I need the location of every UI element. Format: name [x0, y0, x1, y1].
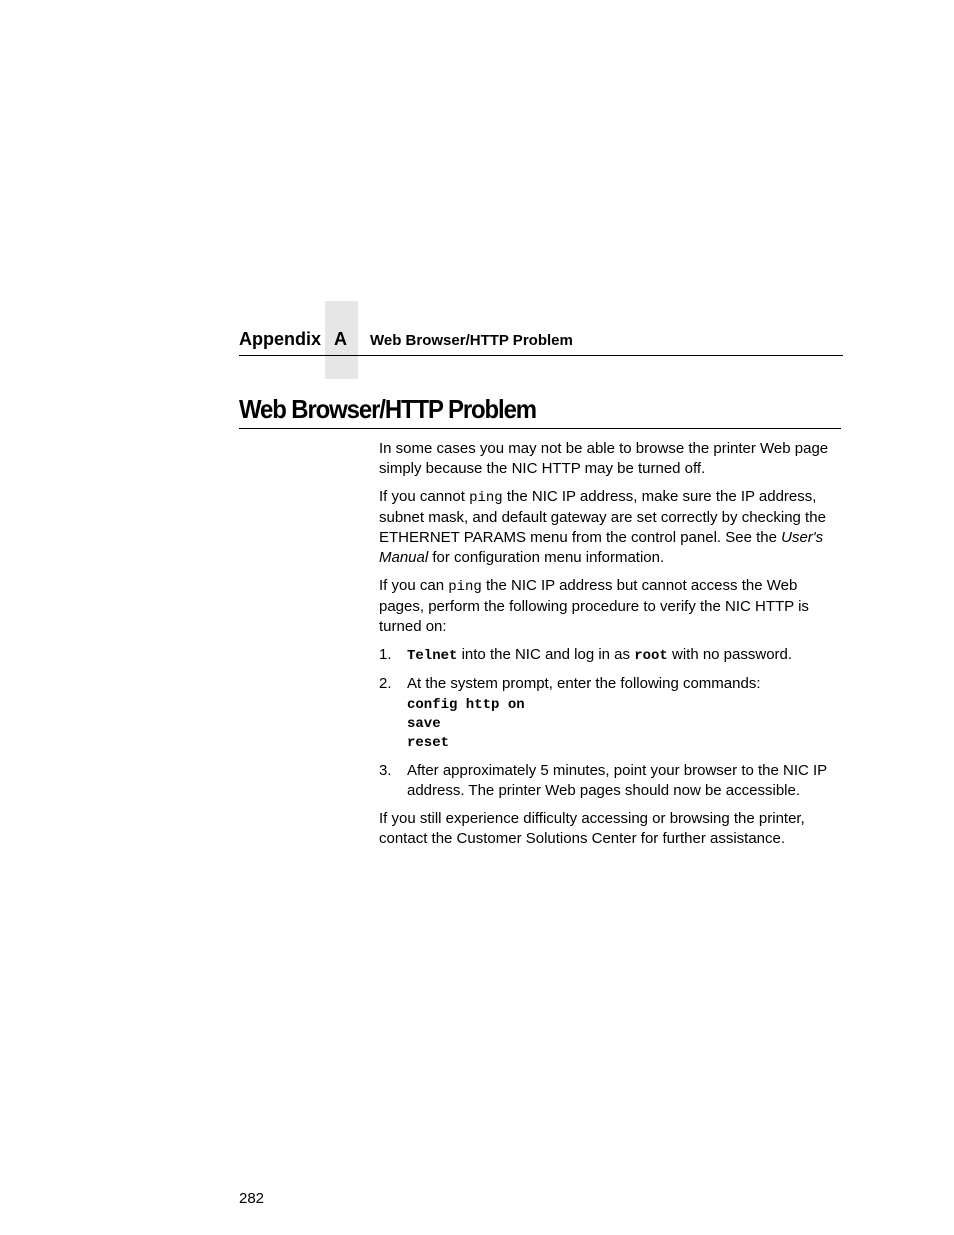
paragraph-intro: In some cases you may not be able to browse the printer Web page simply because the NIC HTTP may be turned off. — [379, 440, 829, 477]
body-content — [379, 439, 841, 857]
command-block — [407, 696, 841, 753]
page-title: Web Browser/HTTP Problem — [239, 394, 536, 424]
inline-code-root: root — [634, 648, 668, 664]
step-item — [379, 674, 841, 753]
manual-reference: User's Manual — [379, 529, 824, 566]
procedure-steps — [379, 645, 841, 801]
header-appendix-letter: A — [334, 329, 347, 349]
step-number: 2. — [379, 675, 392, 692]
header-section-title: Web Browser/HTTP Problem — [370, 332, 573, 349]
text-run: If you cannot — [379, 488, 470, 505]
text-run: into the NIC and log in as — [457, 646, 635, 663]
title-rule — [239, 428, 841, 429]
step-number: 1. — [379, 646, 392, 663]
command-line: config http on — [407, 697, 525, 713]
step-item — [379, 645, 841, 666]
text-run: for configuration menu information. — [428, 549, 665, 566]
text-run: the NIC IP address but cannot access the Web pages, perform the following procedure to verify the NIC HTTP is turned on: — [379, 577, 809, 635]
header-appendix-label: Appendix — [239, 329, 322, 349]
paragraph-cannot-ping — [379, 487, 841, 568]
step-item — [379, 761, 841, 801]
inline-code-telnet: Telnet — [407, 648, 458, 664]
inline-code-ping: ping — [448, 579, 482, 595]
page-number: 282 — [239, 1190, 265, 1207]
command-line: save — [407, 716, 441, 732]
command-line: reset — [407, 735, 450, 751]
text-run: If you can — [379, 577, 449, 594]
step-number: 3. — [379, 762, 392, 779]
step-text: At the system prompt, enter the following commands: — [407, 675, 761, 692]
paragraph-support: If you still experience difficulty accessing or browsing the printer, contact the Customer Solutions Center for further assistance. — [379, 810, 805, 847]
text-run: the NIC IP address, make sure the IP address, subnet mask, and default gateway are set correctly by checking the ETHERNET PARAMS menu from the control panel. See the — [379, 488, 826, 546]
step-text: After approximately 5 minutes, point your browser to the NIC IP address. The printer Web pages should now be accessible. — [407, 762, 827, 799]
inline-code-ping: ping — [469, 490, 503, 506]
paragraph-can-ping — [379, 576, 841, 637]
header-rule — [239, 355, 843, 356]
text-run: with no password. — [667, 646, 793, 663]
